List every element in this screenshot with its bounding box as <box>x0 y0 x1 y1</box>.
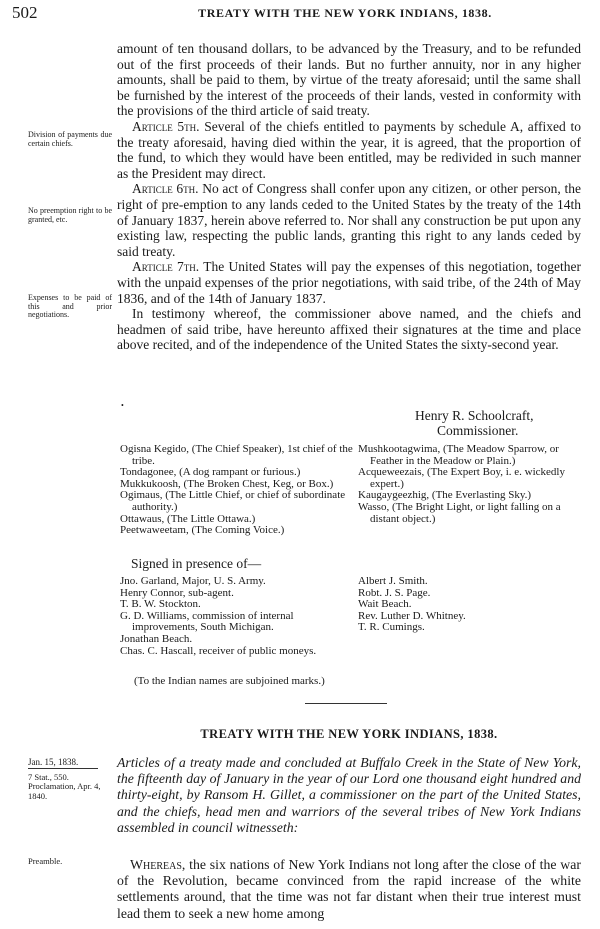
article-5-label: Article 5th. <box>132 118 200 134</box>
signed-in-presence-heading: Signed in presence of— <box>131 556 262 571</box>
article-7-label: Article 7th. <box>132 259 200 275</box>
witness-entry: Chas. C. Hascall, receiver of public moneys. <box>120 644 317 657</box>
witness-entry: Wait Beach. <box>358 598 412 611</box>
article-7 <box>117 259 581 306</box>
commissioner-signature <box>415 408 533 438</box>
witness-entry: Jno. Garland, Major, U. S. Army. <box>120 575 266 587</box>
chief-entry: Acqueweezais, (The Expert Boy, i. e. wickedly expert.) <box>358 466 565 490</box>
witnesses-left-column <box>120 576 356 657</box>
date-underline <box>28 768 98 769</box>
witness-entry: G. D. Williams, commission of internal improvements, South Michigan. <box>120 609 294 634</box>
chief-entry: Ogisna Kegido, (The Chief Speaker), 1st chief of the tribe. <box>120 443 353 467</box>
chief-entry: Tondagonee, (A dog rampant or furious.) <box>120 466 301 479</box>
witness-entry: Albert J. Smith. <box>358 575 428 587</box>
chief-entry: Mushkootagwima, (The Meadow Sparrow, or Feather in the Meadow or Plain.) <box>358 443 559 467</box>
statute-citation: 7 Stat., 550. <box>28 772 69 782</box>
paragraph-continuation: amount of ten thousand dollars, to be advanced by the Treasury, and to be refunded out of the first proceeds of their lands. But no further annuity, nor in any higher amounts, shall be paid to them, by virtue of the treaty aforesaid; until the same shall be furnished by the interest of the proceeds of their lands, vested in conformity with the provisions of the third article of said treaty. <box>117 41 581 119</box>
chief-entry: Kaugaygeezhig, (The Everlasting Sky.) <box>358 489 532 502</box>
chiefs-left-column <box>120 444 356 537</box>
preamble-lead-word: Whereas, <box>130 857 186 872</box>
testimony-paragraph: In testimony whereof, the commissioner above named, and the chiefs and headmen of said tribe, have hereunto affixed their signatures at the time and place above recited, and of the independence of the United States the sixty-second year. <box>117 306 581 353</box>
chief-entry: Mukkukoosh, (The Broken Chest, Keg, or Box.) <box>120 477 334 490</box>
witness-entry: Robt. J. S. Page. <box>358 586 431 599</box>
preamble-paragraph <box>117 857 581 922</box>
chief-entry: Ottawaus, (The Little Ottawa.) <box>120 512 256 525</box>
treaty-title: TREATY WITH THE NEW YORK INDIANS, 1838. <box>200 727 498 741</box>
margin-note-division: Division of payments due certain chiefs. <box>28 130 112 148</box>
treaty-body-text <box>117 41 581 353</box>
commissioner-name: Henry R. Schoolcraft, <box>415 408 534 423</box>
chief-entry: Wasso, (The Bright Light, or light falling on a distant object.) <box>358 500 561 525</box>
chief-entry: Peetwaweetam, (The Coming Voice.) <box>120 524 285 537</box>
article-5-text: Several of the chiefs entitled to payments by schedule A, affixed to the treaty aforesaid, having died within the year, it is agreed, that the proportion of the fund, to which they would have been entitled, may be redivided in such manner as the President may direct. <box>117 118 582 181</box>
article-6-text: No act of Congress shall confer upon any citizen, or other person, the right of pre-emption to any lands ceded to the United States by the treaty of the 14th of January 1837, herein above referred to. Nor shall any construction be put upon any existing law, respecting the public lands, granting this right to any lands ceded by said treaty. <box>117 181 582 259</box>
page-number: 502 <box>12 3 38 22</box>
article-6-label: Article 6th. <box>132 181 199 197</box>
preamble-margin-label: Preamble. <box>28 856 63 866</box>
chiefs-right-column <box>358 444 580 525</box>
witness-entry: Rev. Luther D. Whitney. <box>358 609 466 622</box>
commissioner-title: Commissioner. <box>437 423 519 438</box>
witness-entry: T. R. Cumings. <box>358 621 425 634</box>
treaty-date: Jan. 15, 1838. <box>28 757 79 767</box>
witness-entry: Henry Connor, sub-agent. <box>120 586 234 599</box>
section-divider <box>305 703 387 704</box>
preamble-body: the six nations of New York Indians not long after the close of the war of the Revolution, became convinced from the rapid increase of the white settlements around, that the time was not far distant when their true interest must lead them to seek a new home among <box>117 857 581 921</box>
witness-entry: T. B. W. Stockton. <box>120 598 201 611</box>
article-7-text: The United States will pay the expenses of this negotiation, together with the unpaid expenses of the prior negotiations, with said tribe, of the 24th of May 1836, and of the 14th of January 1837. <box>117 259 582 306</box>
treaty-preamble-intro: Articles of a treaty made and concluded at Buffalo Creek in the State of New York, the fifteenth day of January in the year of our Lord one thousand eight hundred and thirty-eight, by Ransom H. Gillet, a commissioner on the part of the United States, and the chiefs, head men and warriors of the several tribes of New York Indians assembled in council witnesseth: <box>117 755 581 835</box>
proclamation-note: Proclamation, Apr. 4, 1840. <box>28 781 101 801</box>
running-title: TREATY WITH THE NEW YORK INDIANS, 1838. <box>198 6 492 20</box>
margin-note-expenses: Expenses to be paid of this and prior negotiations. <box>28 293 112 320</box>
witness-entry: Jonathan Beach. <box>120 632 193 645</box>
witnesses-right-column <box>358 576 580 634</box>
indian-names-note: (To the Indian names are subjoined marks.) <box>134 675 325 687</box>
preamble-text <box>117 857 581 922</box>
chief-entry: Ogimaus, (The Little Chief, or chief of subordinate authority.) <box>120 489 346 513</box>
article-6 <box>117 181 581 259</box>
margin-note-preemption: No preemption right to be granted, etc. <box>28 206 112 224</box>
stray-mark: • <box>121 401 124 410</box>
article-5 <box>117 119 581 181</box>
